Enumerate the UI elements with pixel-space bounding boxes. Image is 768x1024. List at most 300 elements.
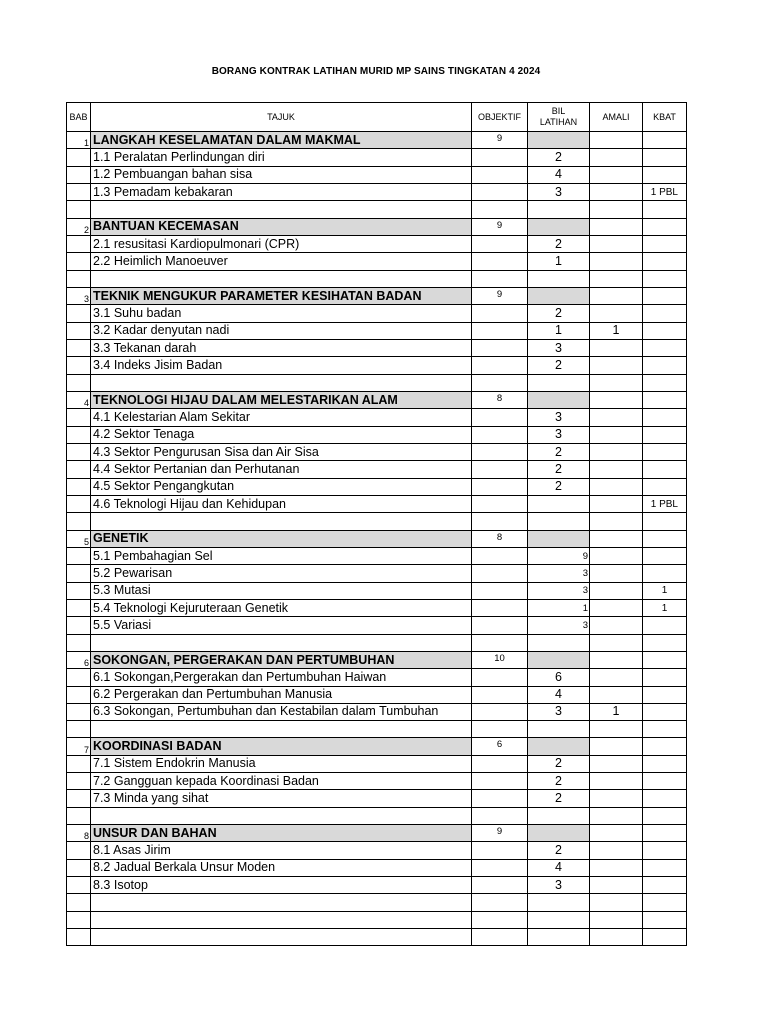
bil-latihan-value: 9	[528, 547, 590, 564]
chapter-title: SOKONGAN, PERGERAKAN DAN PERTUMBUHAN	[91, 651, 472, 668]
empty-cell	[528, 270, 590, 287]
topic-title: 4.3 Sektor Pengurusan Sisa dan Air Sisa	[91, 443, 472, 460]
bil-latihan-value: 2	[528, 149, 590, 166]
blank-row	[67, 721, 687, 738]
bil-latihan-value: 4	[528, 166, 590, 183]
bil-latihan-value: 1	[528, 322, 590, 339]
kbat-value	[643, 825, 687, 842]
kbat-value	[643, 790, 687, 807]
objektif-value	[472, 305, 528, 322]
objektif-value	[472, 755, 528, 772]
objektif-value	[472, 773, 528, 790]
objektif-value	[472, 443, 528, 460]
objektif-value	[472, 166, 528, 183]
empty-cell	[472, 634, 528, 651]
empty-cell	[91, 201, 472, 218]
chapter-title: UNSUR DAN BAHAN	[91, 825, 472, 842]
amali-value	[590, 755, 643, 772]
empty-cell	[590, 634, 643, 651]
bab-number	[67, 322, 91, 339]
topic-row	[67, 305, 687, 322]
bab-number: 4	[67, 391, 91, 408]
blank-row	[67, 513, 687, 530]
objektif-value	[472, 582, 528, 599]
empty-cell	[67, 513, 91, 530]
objektif-value	[472, 426, 528, 443]
objektif-value	[472, 149, 528, 166]
bab-number	[67, 669, 91, 686]
empty-cell	[91, 634, 472, 651]
objektif-value	[472, 547, 528, 564]
amali-value: 1	[590, 322, 643, 339]
amali-value	[590, 478, 643, 495]
topic-row	[67, 669, 687, 686]
kbat-value	[643, 530, 687, 547]
objektif-value	[472, 183, 528, 200]
table-body	[67, 132, 687, 946]
empty-cell	[643, 807, 687, 824]
amali-value	[590, 461, 643, 478]
amali-value	[590, 877, 643, 894]
bab-number	[67, 773, 91, 790]
empty-cell	[590, 929, 643, 946]
bil-latihan-value: 2	[528, 478, 590, 495]
topic-row	[67, 339, 687, 356]
empty-cell	[472, 721, 528, 738]
bab-number	[67, 426, 91, 443]
kbat-value	[643, 478, 687, 495]
bil-latihan-value: 2	[528, 773, 590, 790]
topic-row	[67, 235, 687, 252]
topic-title: 6.1 Sokongan,Pergerakan dan Pertumbuhan Haiwan	[91, 669, 472, 686]
amali-value	[590, 495, 643, 512]
bil-latihan-value: 2	[528, 755, 590, 772]
empty-cell	[643, 911, 687, 928]
bab-number	[67, 357, 91, 374]
amali-value	[590, 530, 643, 547]
objektif-value	[472, 322, 528, 339]
bil-latihan-value: 2	[528, 461, 590, 478]
bil-latihan-value: 1	[528, 253, 590, 270]
empty-cell	[472, 513, 528, 530]
empty-cell	[528, 513, 590, 530]
objektif-value	[472, 357, 528, 374]
kbat-value	[643, 322, 687, 339]
empty-cell	[528, 911, 590, 928]
chapter-title: TEKNOLOGI HIJAU DALAM MELESTARIKAN ALAM	[91, 391, 472, 408]
header-bil-latihan: BIL LATIHAN	[528, 103, 590, 132]
bab-number	[67, 877, 91, 894]
topic-row	[67, 617, 687, 634]
header-bab: BAB	[67, 103, 91, 132]
amali-value	[590, 547, 643, 564]
bil-latihan-value	[528, 738, 590, 755]
chapter-title: KOORDINASI BADAN	[91, 738, 472, 755]
topic-title: 1.1 Peralatan Perlindungan diri	[91, 149, 472, 166]
header-amali: AMALI	[590, 103, 643, 132]
amali-value	[590, 183, 643, 200]
amali-value	[590, 426, 643, 443]
header-kbat: KBAT	[643, 103, 687, 132]
bab-number	[67, 582, 91, 599]
bab-number	[67, 842, 91, 859]
empty-cell	[472, 911, 528, 928]
kbat-value	[643, 391, 687, 408]
kbat-value	[643, 738, 687, 755]
bab-number: 7	[67, 738, 91, 755]
empty-cell	[91, 721, 472, 738]
empty-cell	[472, 270, 528, 287]
bil-latihan-value: 3	[528, 183, 590, 200]
topic-title: 7.2 Gangguan kepada Koordinasi Badan	[91, 773, 472, 790]
empty-cell	[91, 894, 472, 911]
amali-value	[590, 773, 643, 790]
header-row	[67, 103, 687, 132]
kbat-value	[643, 339, 687, 356]
topic-title: 6.2 Pergerakan dan Pertumbuhan Manusia	[91, 686, 472, 703]
topic-row	[67, 547, 687, 564]
kbat-value	[643, 461, 687, 478]
kbat-value	[643, 132, 687, 149]
kbat-value	[643, 565, 687, 582]
empty-cell	[590, 721, 643, 738]
empty-cell	[472, 807, 528, 824]
objektif-value	[472, 669, 528, 686]
bab-number: 6	[67, 651, 91, 668]
topic-row	[67, 599, 687, 616]
empty-cell	[91, 374, 472, 391]
topic-row	[67, 166, 687, 183]
kbat-value	[643, 426, 687, 443]
empty-cell	[643, 374, 687, 391]
amali-value	[590, 599, 643, 616]
topic-row	[67, 582, 687, 599]
bab-number	[67, 703, 91, 720]
empty-cell	[528, 929, 590, 946]
topic-title: 5.1 Pembahagian Sel	[91, 547, 472, 564]
bil-latihan-value	[528, 825, 590, 842]
topic-title: 8.1 Asas Jirim	[91, 842, 472, 859]
kbat-value: 1	[643, 582, 687, 599]
topic-title: 1.3 Pemadam kebakaran	[91, 183, 472, 200]
objektif-value	[472, 235, 528, 252]
bab-number	[67, 149, 91, 166]
bab-number	[67, 617, 91, 634]
objektif-value: 9	[472, 132, 528, 149]
bil-latihan-value: 3	[528, 877, 590, 894]
empty-cell	[528, 201, 590, 218]
topic-title: 4.5 Sektor Pengangkutan	[91, 478, 472, 495]
chapter-row	[67, 218, 687, 235]
bab-number	[67, 859, 91, 876]
amali-value	[590, 339, 643, 356]
bab-number	[67, 599, 91, 616]
bil-latihan-value	[528, 530, 590, 547]
kbat-value	[643, 305, 687, 322]
amali-value	[590, 287, 643, 304]
objektif-value	[472, 686, 528, 703]
empty-cell	[67, 270, 91, 287]
topic-row	[67, 686, 687, 703]
bab-number	[67, 565, 91, 582]
bab-number	[67, 495, 91, 512]
kbat-value	[643, 859, 687, 876]
chapter-title: BANTUAN KECEMASAN	[91, 218, 472, 235]
empty-cell	[67, 721, 91, 738]
objektif-value	[472, 842, 528, 859]
empty-cell	[528, 807, 590, 824]
objektif-value: 6	[472, 738, 528, 755]
kbat-value	[643, 877, 687, 894]
empty-cell	[590, 270, 643, 287]
empty-cell	[472, 929, 528, 946]
empty-cell	[67, 894, 91, 911]
bab-number: 5	[67, 530, 91, 547]
empty-cell	[643, 634, 687, 651]
bab-number	[67, 755, 91, 772]
kbat-value	[643, 842, 687, 859]
chapter-title: GENETIK	[91, 530, 472, 547]
bab-number: 8	[67, 825, 91, 842]
bab-number: 2	[67, 218, 91, 235]
blank-row	[67, 894, 687, 911]
empty-cell	[528, 894, 590, 911]
topic-title: 8.2 Jadual Berkala Unsur Moden	[91, 859, 472, 876]
blank-row	[67, 201, 687, 218]
kbat-value	[643, 218, 687, 235]
amali-value	[590, 132, 643, 149]
amali-value	[590, 253, 643, 270]
kbat-value	[643, 651, 687, 668]
amali-value	[590, 166, 643, 183]
empty-cell	[67, 374, 91, 391]
topic-title: 5.2 Pewarisan	[91, 565, 472, 582]
amali-value	[590, 357, 643, 374]
objektif-value	[472, 461, 528, 478]
bab-number	[67, 790, 91, 807]
bab-number	[67, 339, 91, 356]
topic-title: 3.4 Indeks Jisim Badan	[91, 357, 472, 374]
topic-row	[67, 703, 687, 720]
topic-row	[67, 443, 687, 460]
topic-row	[67, 790, 687, 807]
bab-number	[67, 166, 91, 183]
topic-row	[67, 461, 687, 478]
topic-row	[67, 183, 687, 200]
objektif-value: 9	[472, 287, 528, 304]
objektif-value: 8	[472, 391, 528, 408]
chapter-row	[67, 530, 687, 547]
chapter-title: LANGKAH KESELAMATAN DALAM MAKMAL	[91, 132, 472, 149]
topic-row	[67, 495, 687, 512]
topic-row	[67, 842, 687, 859]
blank-row	[67, 911, 687, 928]
topic-title: 7.3 Minda yang sihat	[91, 790, 472, 807]
bil-latihan-value	[528, 391, 590, 408]
objektif-value	[472, 339, 528, 356]
kbat-value	[643, 409, 687, 426]
empty-cell	[528, 721, 590, 738]
empty-cell	[472, 374, 528, 391]
topic-title: 6.3 Sokongan, Pertumbuhan dan Kestabilan dalam Tumbuhan	[91, 703, 472, 720]
topic-row	[67, 755, 687, 772]
bil-latihan-value: 2	[528, 842, 590, 859]
kbat-value: 1	[643, 599, 687, 616]
bil-latihan-value: 3	[528, 617, 590, 634]
bab-number	[67, 409, 91, 426]
topic-row	[67, 253, 687, 270]
empty-cell	[643, 929, 687, 946]
blank-row	[67, 270, 687, 287]
bab-number	[67, 461, 91, 478]
topic-row	[67, 478, 687, 495]
empty-cell	[91, 270, 472, 287]
objektif-value	[472, 790, 528, 807]
empty-cell	[67, 929, 91, 946]
topic-row	[67, 409, 687, 426]
empty-cell	[472, 894, 528, 911]
blank-row	[67, 929, 687, 946]
empty-cell	[643, 270, 687, 287]
objektif-value	[472, 409, 528, 426]
bil-latihan-value: 1	[528, 599, 590, 616]
amali-value	[590, 235, 643, 252]
table-header	[67, 103, 687, 132]
page-title: BORANG KONTRAK LATIHAN MURID MP SAINS TINGKATAN 4 2024	[211, 66, 541, 77]
bab-number	[67, 253, 91, 270]
bil-latihan-value	[528, 218, 590, 235]
amali-value	[590, 218, 643, 235]
bil-latihan-value	[528, 287, 590, 304]
chapter-row	[67, 825, 687, 842]
topic-row	[67, 565, 687, 582]
topic-title: 2.2 Heimlich Manoeuver	[91, 253, 472, 270]
topic-title: 4.1 Kelestarian Alam Sekitar	[91, 409, 472, 426]
amali-value	[590, 305, 643, 322]
kbat-value	[643, 773, 687, 790]
empty-cell	[67, 634, 91, 651]
bab-number: 3	[67, 287, 91, 304]
kbat-value	[643, 669, 687, 686]
objektif-value	[472, 565, 528, 582]
chapter-row	[67, 651, 687, 668]
objektif-value	[472, 859, 528, 876]
amali-value	[590, 686, 643, 703]
topic-row	[67, 322, 687, 339]
empty-cell	[590, 911, 643, 928]
bab-number	[67, 547, 91, 564]
topic-title: 4.4 Sektor Pertanian dan Perhutanan	[91, 461, 472, 478]
bil-latihan-value: 2	[528, 235, 590, 252]
bil-latihan-value: 3	[528, 409, 590, 426]
chapter-row	[67, 287, 687, 304]
amali-value	[590, 842, 643, 859]
bil-latihan-value: 3	[528, 339, 590, 356]
objektif-value: 9	[472, 825, 528, 842]
kbat-value	[643, 443, 687, 460]
kbat-value	[643, 547, 687, 564]
topic-row	[67, 149, 687, 166]
kbat-value	[643, 703, 687, 720]
blank-row	[67, 807, 687, 824]
kbat-value: 1 PBL	[643, 495, 687, 512]
bil-latihan-value	[528, 651, 590, 668]
bil-latihan-value: 2	[528, 790, 590, 807]
bil-latihan-value: 3	[528, 565, 590, 582]
objektif-value	[472, 478, 528, 495]
amali-value	[590, 582, 643, 599]
empty-cell	[91, 513, 472, 530]
empty-cell	[590, 894, 643, 911]
empty-cell	[590, 513, 643, 530]
kbat-value	[643, 686, 687, 703]
empty-cell	[590, 201, 643, 218]
empty-cell	[91, 807, 472, 824]
empty-cell	[643, 513, 687, 530]
bil-latihan-value: 3	[528, 703, 590, 720]
bil-latihan-value: 4	[528, 686, 590, 703]
topic-title: 7.1 Sistem Endokrin Manusia	[91, 755, 472, 772]
kbat-value	[643, 357, 687, 374]
kbat-value	[643, 166, 687, 183]
bil-latihan-value: 6	[528, 669, 590, 686]
header-objektif: OBJEKTIF	[472, 103, 528, 132]
chapter-row	[67, 738, 687, 755]
amali-value	[590, 825, 643, 842]
amali-value	[590, 859, 643, 876]
topic-row	[67, 877, 687, 894]
topic-row	[67, 426, 687, 443]
objektif-value: 9	[472, 218, 528, 235]
topic-title: 2.1 resusitasi Kardiopulmonari (CPR)	[91, 235, 472, 252]
topic-row	[67, 773, 687, 790]
topic-title: 5.5 Variasi	[91, 617, 472, 634]
empty-cell	[91, 929, 472, 946]
bab-number	[67, 305, 91, 322]
objektif-value: 8	[472, 530, 528, 547]
kbat-value	[643, 755, 687, 772]
kbat-value	[643, 617, 687, 634]
topic-title: 8.3 Isotop	[91, 877, 472, 894]
amali-value: 1	[590, 703, 643, 720]
objektif-value	[472, 617, 528, 634]
bil-latihan-value: 2	[528, 357, 590, 374]
bab-number	[67, 478, 91, 495]
empty-cell	[472, 201, 528, 218]
bil-latihan-value	[528, 495, 590, 512]
amali-value	[590, 738, 643, 755]
empty-cell	[590, 807, 643, 824]
topic-title: 3.3 Tekanan darah	[91, 339, 472, 356]
topic-title: 3.2 Kadar denyutan nadi	[91, 322, 472, 339]
empty-cell	[528, 634, 590, 651]
bab-number	[67, 443, 91, 460]
bab-number: 1	[67, 132, 91, 149]
objektif-value: 10	[472, 651, 528, 668]
objektif-value	[472, 703, 528, 720]
amali-value	[590, 565, 643, 582]
header-tajuk: TAJUK	[91, 103, 472, 132]
chapter-row	[67, 132, 687, 149]
kbat-value	[643, 235, 687, 252]
chapter-row	[67, 391, 687, 408]
bab-number	[67, 183, 91, 200]
bab-number	[67, 686, 91, 703]
bil-latihan-value	[528, 132, 590, 149]
topic-title: 3.1 Suhu badan	[91, 305, 472, 322]
bil-latihan-value: 4	[528, 859, 590, 876]
amali-value	[590, 443, 643, 460]
